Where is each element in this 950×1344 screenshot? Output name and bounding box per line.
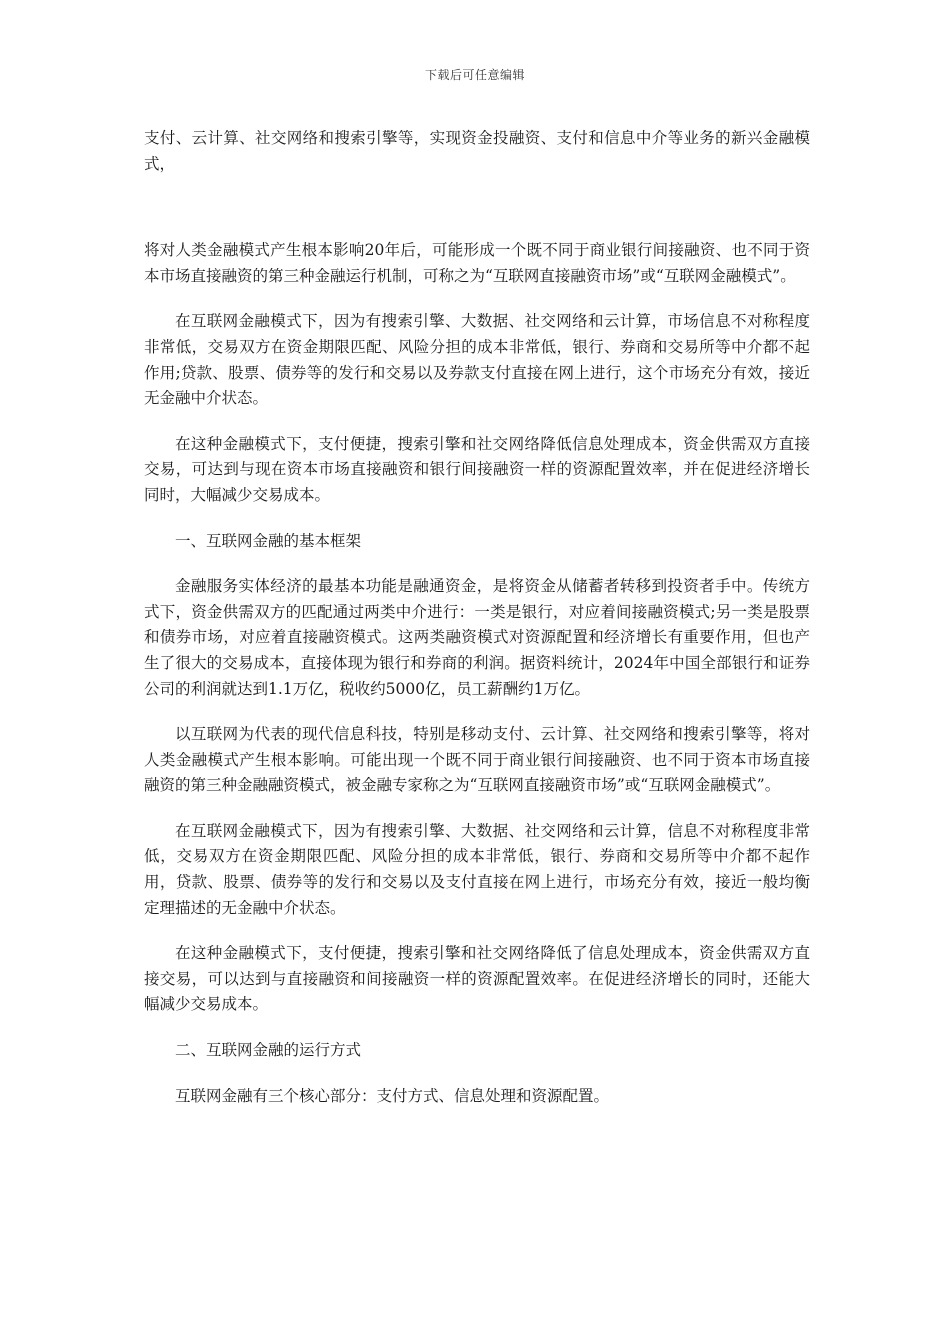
paragraph-body: 在互联网金融模式下，因为有搜索引擎、大数据、社交网络和云计算，信息不对称程度非常低，交易双方在资金期限匹配、风险分担的成本非常低，银行、券商和交易所等中介都不起作用，贷款、股票、债券等的发行和交易以及支付直接在网上进行，市场充分有效，接近一般均衡定理描述的无金融中介状态。	[144, 821, 810, 917]
page-header: 下载后可任意编辑	[424, 68, 525, 82]
paragraph-body: 互联网金融有三个核心部分：支付方式、信息处理和资源配置。	[175, 1086, 610, 1105]
section-heading-1: 一、互联网金融的基本框架	[175, 531, 362, 550]
paragraph-body: 在这种金融模式下，支付便捷，搜索引擎和社交网络降低了信息处理成本，资金供需双方直接交易，可以达到与直接融资和间接融资一样的资源配置效率。在促进经济增长的同时，还能大幅减少交易成本。	[144, 944, 810, 1014]
paragraph-body: 以互联网为代表的现代信息科技，特别是移动支付、云计算、社交网络和搜索引擎等，将对人类金融模式产生根本影响。可能出现一个既不同于商业银行间接融资、也不同于资本市场直接融资的第三种金融融资模式，被金融专家称之为“互联网直接融资市场”或“互联网金融模式”。	[144, 725, 810, 795]
document-body	[144, 126, 810, 1109]
paragraph-body: 在这种金融模式下，支付便捷，搜索引擎和社交网络降低信息处理成本，资金供需双方直接交易，可达到与现在资本市场直接融资和银行间接融资一样的资源配置效率，并在促进经济增长同时，大幅减少交易成本。	[144, 434, 810, 504]
paragraph-body: 在互联网金融模式下，因为有搜索引擎、大数据、社交网络和云计算，市场信息不对称程度非常低，交易双方在资金期限匹配、风险分担的成本非常低，银行、券商和交易所等中介都不起作用;贷款、股票、债券等的发行和交易以及券款支付直接在网上进行，这个市场充分有效，接近无金融中介状态。	[144, 312, 810, 408]
paragraph-intro: 将对人类金融模式产生根本影响20年后，可能形成一个既不同于商业银行间接融资、也不同于资本市场直接融资的第三种金融运行机制，可称之为“互联网直接融资市场”或“互联网金融模式”。	[144, 241, 810, 285]
paragraph-continuation: 支付、云计算、社交网络和搜索引擎等，实现资金投融资、支付和信息中介等业务的新兴金融模式，	[144, 129, 810, 173]
section-heading-2: 二、互联网金融的运行方式	[175, 1041, 362, 1060]
paragraph-body: 金融服务实体经济的最基本功能是融通资金，是将资金从储蓄者转移到投资者手中。传统方式下，资金供需双方的匹配通过两类中介进行：一类是银行，对应着间接融资模式;另一类是股票和债券市场，对应着直接融资模式。这两类融资模式对资源配置和经济增长有重要作用，但也产生了很大的交易成本，直接体现为银行和券商的利润。据资料统计，2024年中国全部银行和证券公司的利润就达到1.1万亿，税收约5000亿，员工薪酬约1万亿。	[144, 577, 810, 698]
